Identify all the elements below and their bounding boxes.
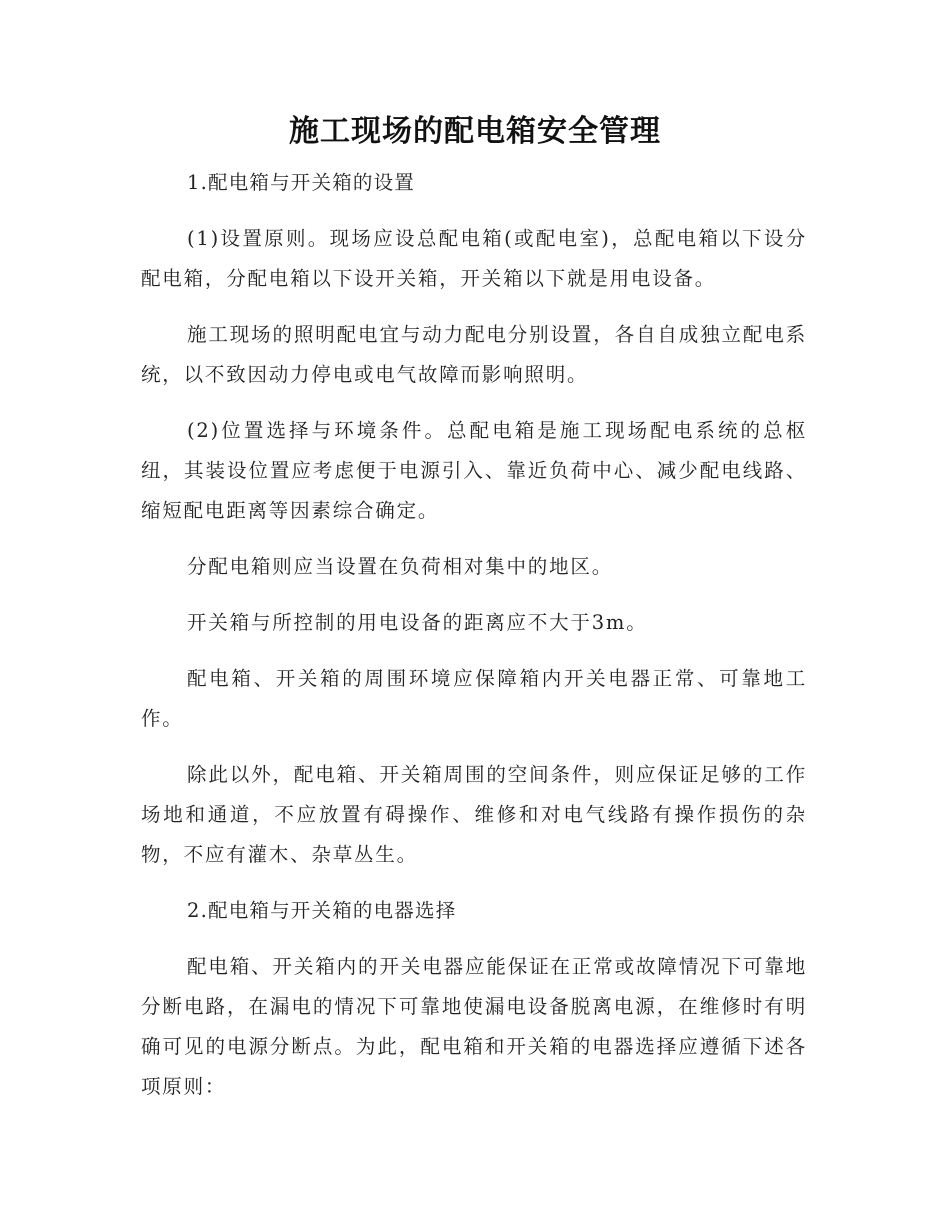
section-heading-1: 1.配电箱与开关箱的设置 bbox=[187, 171, 416, 194]
paragraph-lighting-distribution: 施工现场的照明配电宜与动力配电分别设置，各自自成独立配电系统，以不致因动力停电或电气故障而影响照明。 bbox=[141, 323, 807, 386]
document-body bbox=[141, 163, 807, 1123]
paragraph-location-selection: (2)位置选择与环境条件。总配电箱是施工现场配电系统的总枢纽，其装设位置应考虑便于电源引入、靠近负荷中心、减少配电线路、缩短配电距离等因素综合确定。 bbox=[141, 419, 807, 522]
section-heading-2: 2.配电箱与开关箱的电器选择 bbox=[187, 899, 457, 922]
paragraph-space-conditions: 除此以外，配电箱、开关箱周围的空间条件，则应保证足够的工作场地和通道，不应放置有碍操作、维修和对电气线路有操作损伤的杂物，不应有灌木、杂草丛生。 bbox=[141, 763, 807, 866]
document-title: 施工现场的配电箱安全管理 bbox=[289, 114, 661, 149]
paragraph-setting-principle: (1)设置原则。现场应设总配电箱(或配电室)，总配电箱以下设分配电箱，分配电箱以下设开关箱，开关箱以下就是用电设备。 bbox=[141, 227, 807, 290]
paragraph-environment: 配电箱、开关箱的周围环境应保障箱内开关电器正常、可靠地工作。 bbox=[141, 667, 807, 730]
paragraph-electrical-selection: 配电箱、开关箱内的开关电器应能保证在正常或故障情况下可靠地分断电路，在漏电的情况下可靠地使漏电设备脱离电源，在维修时有明确可见的电源分断点。为此，配电箱和开关箱的电器选择应遵循下述各项原则： bbox=[141, 955, 807, 1098]
paragraph-switch-box-distance: 开关箱与所控制的用电设备的距离应不大于3m。 bbox=[187, 611, 648, 634]
paragraph-sub-distribution: 分配电箱则应当设置在负荷相对集中的地区。 bbox=[187, 555, 614, 578]
